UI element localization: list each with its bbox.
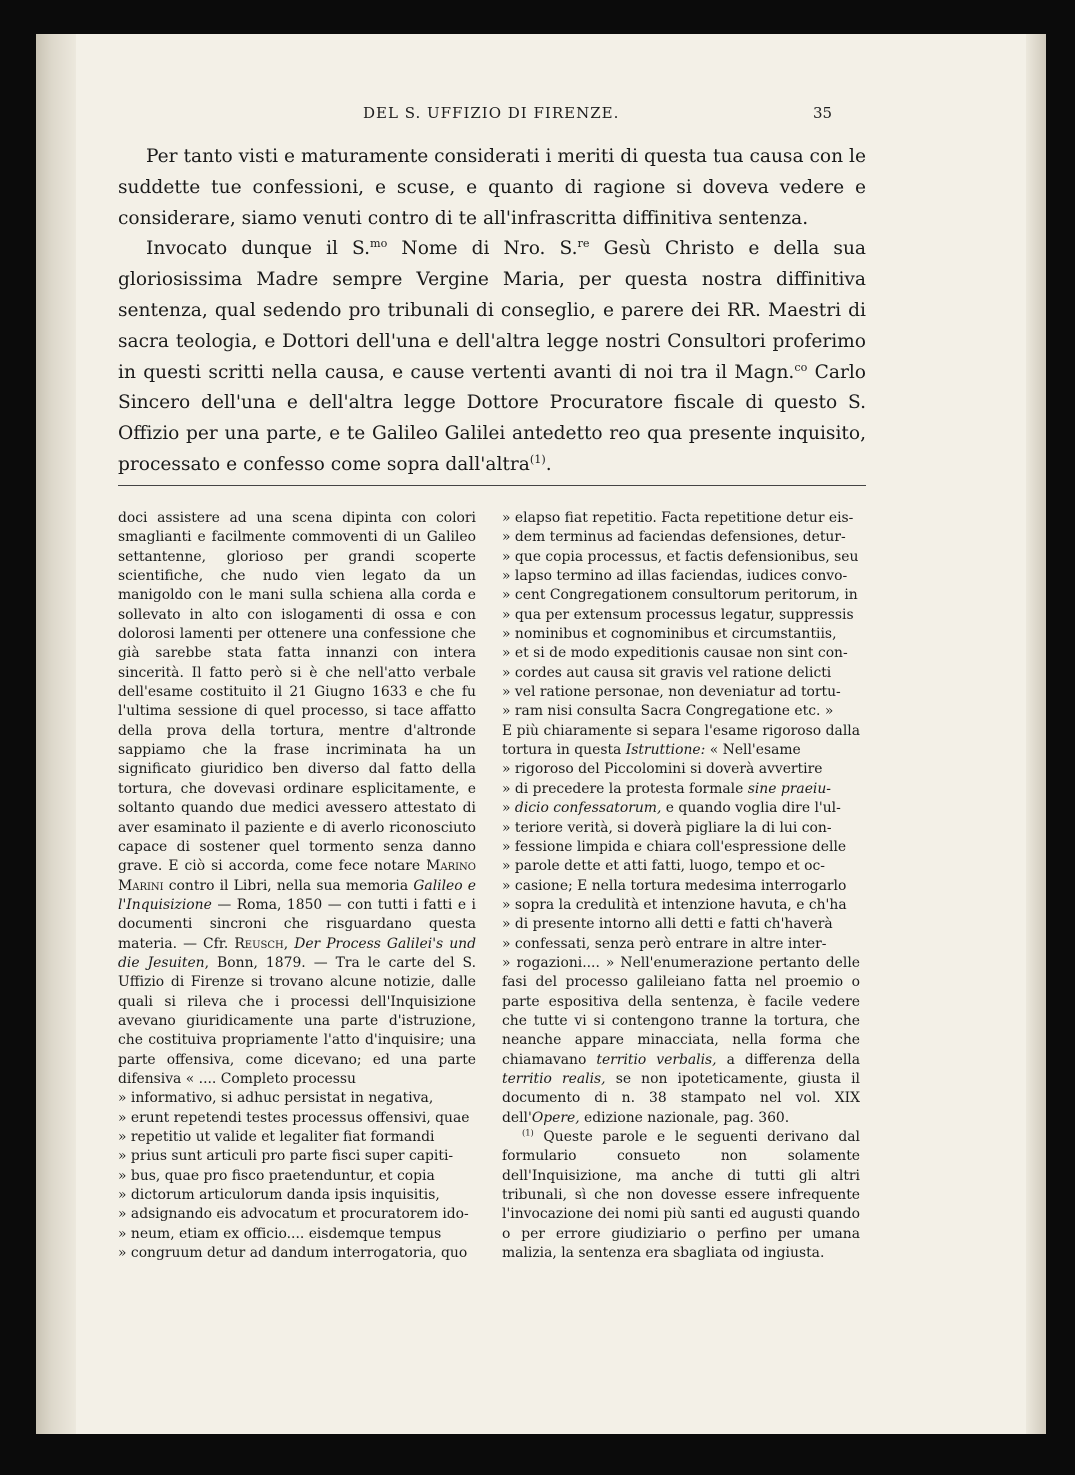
main-paragraph-2-part-3: Gesù Christo e della sua gloriosissima Madre sempre Vergine Maria, per questa nostra diffinitiva sentenza, qual sedendo pro tribunali di conseglio, e parere dei RR. Maestri di sacra teologia, e Dottori dell'una e dell'altra legge nostri Consultori proferimo in questi scritti nella causa, e cause vertenti avanti di noi tra il Magn. — [118, 238, 867, 383]
latin-line: » nominibus et cognominibus et circumstantiis, — [502, 626, 837, 643]
title-galileo-inquisizione: Galileo e l'Inquisizione — [118, 877, 476, 913]
note-left-a: doci assistere ad una scena dipinta con colori smaglianti e facilmente commoventi di un Galileo settantenne, glorioso per grandi scoperte scientifiche, che nudo vien legato da un manigoldo con le mani sulla schiena alla corda e sollevato in alto con islogamenti di ossa e con dolorosi lamenti per ottenere una confessione che già sarebbe stata fatta innanzi con intera sincerità. Il fatto però si è che nell'atto verbale dell'esame costituito il 21 Giugno 1633 e che fu l'ultima sessione di quel processo, si tace affatto della prova della tortura, mentre d'altronde sappiamo che la frase incriminata ha un significato giuridico ben diverso dal fatto della tortura, che dovevasi ordinare esplicitamente, e soltanto quando due medici avessero attestato di aver esaminato il paziente e di averlo riconosciuto capace di sostener quel tormento senza danno grave. E ciò si accorda, come fece notare — [118, 510, 476, 875]
italian-line-rest: e quando voglia dire l'ul- — [661, 800, 841, 817]
book-page — [36, 34, 1046, 1434]
note-left-c: — Roma, 1850 — con tutti i fatti e i documenti sincroni che risguardano questa materia. — Cfr. — [118, 896, 476, 952]
note-left-d: , — [283, 935, 295, 952]
italian-line: » rigoroso del Piccolomini si doverà avvertire — [502, 761, 823, 778]
italian-line-text: » di precedere la protesta formale — [502, 780, 748, 797]
italian-line: » casione; E nella tortura medesima interrogarlo — [502, 877, 847, 894]
latin-line: » cordes aut causa sit gravis vel ratione delicti — [502, 664, 832, 681]
main-paragraph-1: Per tanto visti e maturamente considerati i meriti di questa tua causa con le suddette tue confessioni, e scuse, e quanto di ragione si doveva vedere e considerare, siamo venuti contro di te all'infrascritta diffinitiva sentenza. — [118, 146, 866, 229]
superscript-mo: mo — [370, 237, 388, 251]
note-right-e: se non ipoteticamente, giusta il documento di n. 38 stampato nel vol. XIX dell' — [502, 1070, 860, 1126]
title-opere: Opere, — [531, 1109, 580, 1126]
author-marino-marini: Marino Marini — [118, 858, 476, 894]
footnote-rule — [118, 485, 866, 486]
latin-line: » qua per extensum processus legatur, suppressis — [502, 606, 854, 623]
latin-line: » dictorum articulorum danda ipsis inquisitis, — [118, 1187, 440, 1204]
note-right-a: E più chiaramente si separa l'esame rigoroso dalla tortura in questa — [502, 722, 860, 759]
latin-line: » vel ratione personae, non deveniatur ad tortu- — [502, 684, 841, 701]
author-reusch: Reusch — [234, 935, 284, 952]
phrase-sine-praeiu: sine praeiu- — [747, 780, 832, 797]
latin-line: » repetitio ut valide et legaliter fiat formandi — [118, 1129, 435, 1145]
note-left-b: contro il Libri, nella sua memoria — [163, 877, 414, 894]
quote-mark: » — [502, 800, 515, 817]
phrase-territio-realis: territio realis, — [502, 1070, 606, 1087]
main-paragraph-2-part-2: Nome di Nro. S. — [387, 238, 578, 260]
note-left-text — [118, 509, 476, 1089]
latin-line: » adsignando eis advocatum et procuratorem ido- — [118, 1206, 469, 1223]
latin-line: » informativo, si adhuc persistat in negativa, — [118, 1090, 434, 1107]
latin-line: » prius sunt articuli pro parte fisci super capiti- — [118, 1148, 454, 1165]
main-paragraph-2-part-1: Invocato dunque il S. — [146, 238, 371, 260]
italian-line — [502, 780, 860, 799]
latin-line: » et si de modo expeditionis causae non sint con- — [502, 645, 848, 662]
footnote-reference: (1) — [529, 452, 546, 466]
main-paragraph-2-part-4: Carlo Sincero dell'una e dell'altra legge Dottore Procuratore fiscale di questo S. Offizio per una parte, e te Galileo Galilei antedetto reo qua presente inquisito, processato e confesso come sopra dall'altra — [118, 361, 866, 475]
latin-line: » congruum detur ad dandum interrogatoria, quo — [118, 1245, 468, 1262]
italian-line: » parole dette et atti fatti, luogo, tempo et oc- — [502, 858, 825, 875]
italian-line — [502, 799, 860, 818]
page-edge-shadow — [1026, 34, 1046, 1434]
note-right-d: a differenza della — [716, 1051, 861, 1068]
page-number: 35 — [813, 104, 833, 122]
latin-line: » neum, etiam ex officio.... eisdemque tempus — [118, 1225, 442, 1242]
running-title: DEL S. UFFIZIO DI FIRENZE. — [363, 104, 620, 122]
superscript-re: re — [577, 237, 590, 251]
note-right-enumerazione — [502, 954, 860, 1128]
note-right-b: « Nell'esame — [705, 742, 801, 759]
main-paragraph-2 — [118, 234, 866, 480]
title-der-process: Der Process Galilei's und die Jesuiten — [118, 935, 476, 971]
italian-line: » teriore verità, si doverà pigliare la di lui con- — [502, 819, 832, 836]
italian-line: » confessati, senza però entrare in altre inter- — [502, 935, 827, 952]
main-paragraph-2-end: . — [545, 453, 552, 475]
latin-line: » cent Congregationem consultorum peritorum, in — [502, 587, 858, 604]
notes-right-column — [502, 509, 860, 1263]
latin-line: » ram nisi consulta Sacra Congregatione etc. » — [502, 703, 834, 720]
superscript-co: co — [794, 360, 808, 374]
note-right-f: edizione nazionale, pag. 360. — [579, 1109, 790, 1126]
italian-line: » sopra la credulità et intenzione havuta, e ch'ha — [502, 896, 847, 913]
notes-left-column — [118, 509, 476, 1263]
footnote-1 — [502, 1128, 860, 1263]
note-left-e: , Bonn, 1879. — Tra le carte del S. Uffizio di Firenze si trovano alcune notizie, dalle quali si rileva che i processi dell'Inquisizione avevano giuridicamente una parte d'istruzione, che costituiva propriamente l'atto d'inquisire; una parte offensiva, come dicevano; ed una parte difensiva « .... Completo processu — [118, 954, 476, 1087]
note-right-c: » rogazioni.... » Nell'enumerazione pertanto delle fasi del processo galileiano fatta nel proemio o parte espositiva della sentenza, è facile vedere che tutte vi si contengono tranne la tortura, che neanche appare minacciata, nella forma che chiamavano — [502, 954, 860, 1068]
title-istruttione: Istruttione: — [625, 742, 706, 759]
italian-line: » di presente intorno alli detti e fatti ch'haverà — [502, 916, 833, 933]
latin-line: » erunt repetendi testes processus offensivi, quae — [118, 1109, 470, 1126]
latin-line: » elapso fiat repetitio. Facta repetitione detur eis- — [502, 510, 854, 526]
latin-line: » que copia processus, et factis defensionibus, seu — [502, 548, 859, 565]
latin-line: » bus, quae pro fisco praetenduntur, et copia — [118, 1167, 435, 1184]
main-text — [118, 142, 866, 481]
latin-line: » lapso termino ad illas faciendas, iudices convo- — [502, 568, 848, 585]
note-right-istruttione — [502, 722, 860, 761]
phrase-dicio-confessatorum: dicio confessatorum, — [514, 800, 662, 817]
book-spine-shadow — [36, 34, 76, 1434]
latin-line: » dem terminus ad faciendas defensiones, detur- — [502, 529, 846, 546]
footnote-text: Queste parole e le seguenti derivano dal formulario consueto non solamente dell'Inquisizione, ma anche di tutti gli altri tribunali, sì che non dovesse essere infrequente l'invocazione dei nomi più santi ed augusti quando o per errore giudiziario o perfino per umana malizia, la sentenza era sbagliata od ingiusta. — [502, 1129, 860, 1262]
phrase-territio-verbalis: territio verbalis, — [596, 1051, 717, 1068]
italian-line: » fessione limpida e chiara coll'espressione delle — [502, 838, 847, 855]
footnote-marker: (1) — [522, 1127, 534, 1138]
